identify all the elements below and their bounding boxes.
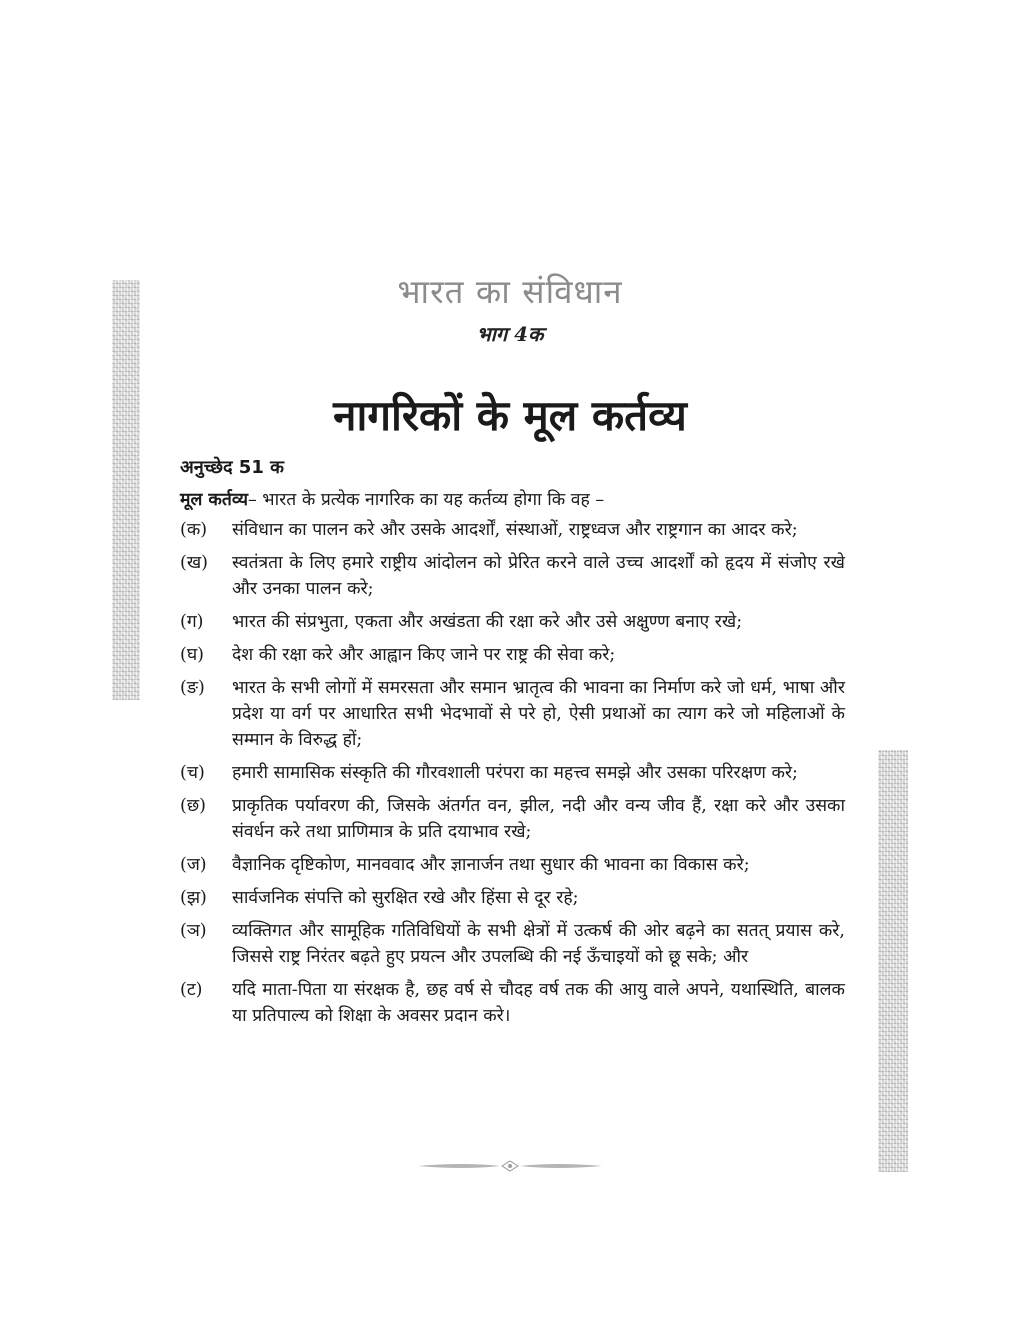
duty-item bbox=[180, 852, 845, 878]
duty-item bbox=[180, 517, 845, 543]
duty-item bbox=[180, 793, 845, 845]
duty-item bbox=[180, 918, 845, 970]
part-label: भाग 4क bbox=[476, 322, 544, 346]
duty-text: भारत की संप्रभुता, एकता और अखंडता की रक्षा करे और उसे अक्षुण्ण बनाए रखे; bbox=[232, 612, 743, 632]
duty-text: सार्वजनिक संपत्ति को सुरक्षित रखे और हिंसा से दूर रहे; bbox=[232, 888, 579, 908]
document-title: भारत का संविधान bbox=[397, 272, 623, 311]
section-heading: नागरिकों के मूल कर्तव्य bbox=[333, 391, 687, 440]
duty-text: भारत के सभी लोगों में समरसता और समान भ्रातृत्व की भावना का निर्माण करे जो धर्म, भाषा और प्रदेश या वर्ग पर आधारित सभी भेदभावों से परे हो, ऐसी प्रथाओं का त्याग करे जो महिलाओं के सम्मान के विरुद्ध हों; bbox=[232, 678, 845, 750]
decorative-texture-strip-right bbox=[878, 750, 908, 1172]
duty-text: हमारी सामासिक संस्कृति की गौरवशाली परंपरा का महत्त्व समझे और उसका परिरक्षण करे; bbox=[232, 763, 798, 783]
ornament-divider-icon bbox=[418, 1158, 602, 1174]
duty-marker: (ञ) bbox=[180, 921, 207, 941]
duties-content bbox=[180, 455, 845, 1036]
duty-item bbox=[180, 550, 845, 602]
intro-text: – भारत के प्रत्येक नागरिक का यह कर्तव्य होगा कि वह – bbox=[247, 490, 605, 510]
duty-marker: (ङ) bbox=[180, 678, 205, 698]
duty-marker: (ट) bbox=[180, 980, 203, 1000]
duty-item bbox=[180, 642, 845, 668]
duty-item bbox=[180, 760, 845, 786]
duty-text: देश की रक्षा करे और आह्वान किए जाने पर राष्ट्र की सेवा करे; bbox=[232, 645, 616, 665]
duty-marker: (ग) bbox=[180, 612, 204, 632]
article-label: अनुच्छेद 51 क bbox=[180, 457, 284, 478]
duty-text: प्राकृतिक पर्यावरण की, जिसके अंतर्गत वन, झील, नदी और वन्य जीव हैं, रक्षा करे और उसका संवर्धन करे तथा प्राणिमात्र के प्रति दयाभाव रखे; bbox=[232, 796, 845, 842]
duty-marker: (ख) bbox=[180, 553, 208, 573]
intro-line bbox=[180, 487, 845, 513]
duty-marker: (च) bbox=[180, 763, 205, 783]
duty-marker: (झ) bbox=[180, 888, 207, 908]
duty-item bbox=[180, 609, 845, 635]
duty-text: स्वतंत्रता के लिए हमारे राष्ट्रीय आंदोलन को प्रेरित करने वाले उच्च आदर्शों को हृदय में संजोए रखे और उनका पालन करे; bbox=[232, 553, 845, 599]
duty-text: यदि माता-पिता या संरक्षक है, छह वर्ष से चौदह वर्ष तक की आयु वाले अपने, यथास्थिति, बालक या प्रतिपाल्य को शिक्षा के अवसर प्रदान करे। bbox=[232, 980, 845, 1026]
duty-item bbox=[180, 885, 845, 911]
duty-marker: (घ) bbox=[180, 645, 204, 665]
duty-text: संविधान का पालन करे और उसके आदर्शों, संस्थाओं, राष्ट्रध्वज और राष्ट्रगान का आदर करे; bbox=[232, 520, 798, 540]
duty-text: वैज्ञानिक दृष्टिकोण, मानववाद और ज्ञानार्जन तथा सुधार की भावना का विकास करे; bbox=[232, 855, 750, 875]
duty-item bbox=[180, 977, 845, 1029]
intro-label: मूल कर्तव्य bbox=[180, 490, 248, 510]
duty-marker: (ज) bbox=[180, 855, 207, 875]
duty-item bbox=[180, 675, 845, 753]
duty-marker: (क) bbox=[180, 520, 208, 540]
duty-text: व्यक्तिगत और सामूहिक गतिविधियों के सभी क्षेत्रों में उत्कर्ष की ओर बढ़ने का सतत् प्रयास करे, जिससे राष्ट्र निरंतर बढ़ते हुए प्रयत्न और उपलब्धि की नई ऊँचाइयों को छू सके; और bbox=[232, 921, 845, 967]
duty-marker: (छ) bbox=[180, 796, 206, 816]
